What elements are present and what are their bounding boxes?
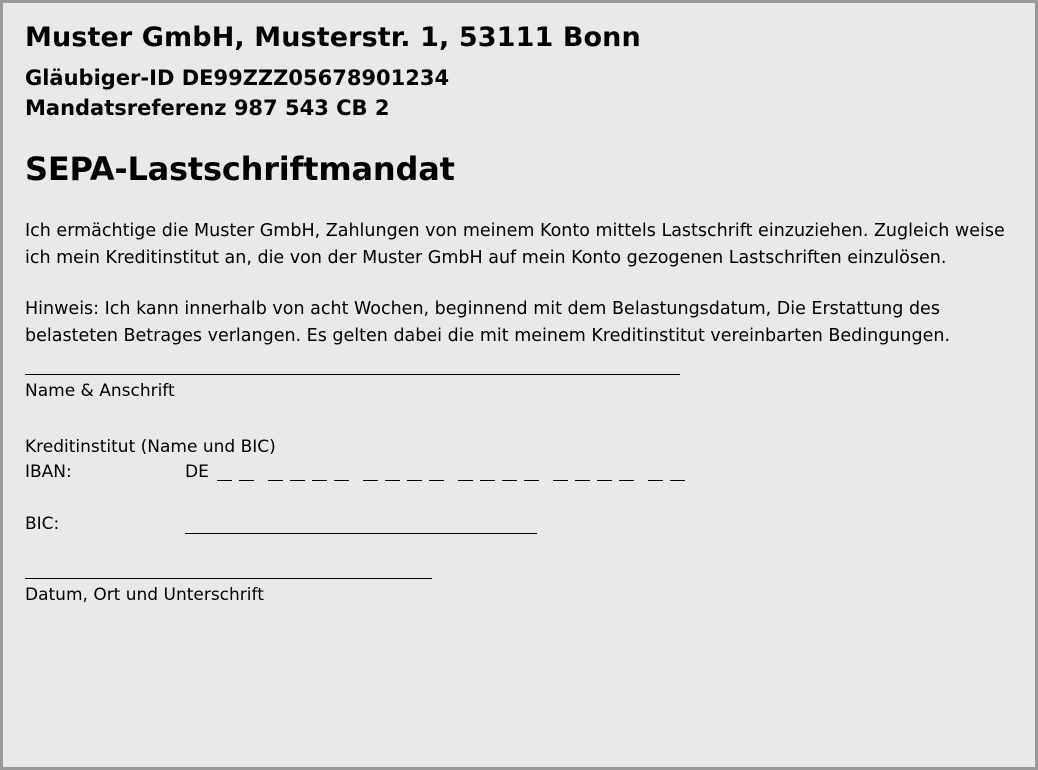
iban-field[interactable] (25, 462, 1009, 482)
iban-character-boxes[interactable] (217, 467, 685, 482)
iban-cell[interactable] (217, 467, 232, 481)
iban-group[interactable] (648, 467, 685, 481)
bic-label: BIC: (25, 514, 60, 535)
iban-label: IBAN: (25, 462, 72, 483)
iban-cell[interactable] (575, 467, 590, 481)
form-fields (25, 374, 1009, 609)
name-address-field[interactable] (25, 374, 1009, 405)
identifiers-block (25, 63, 1009, 124)
iban-cell[interactable] (239, 467, 254, 481)
iban-cell[interactable] (553, 467, 568, 481)
iban-cell[interactable] (502, 467, 517, 481)
iban-cell[interactable] (524, 467, 539, 481)
bic-field[interactable] (25, 514, 1009, 534)
company-address-line: Muster GmbH, Musterstr. 1, 53111 Bonn (25, 22, 641, 53)
iban-cell[interactable] (385, 467, 400, 481)
iban-cell[interactable] (429, 467, 444, 481)
creditor-id: Gläubiger-ID DE99ZZZ05678901234 (25, 65, 450, 90)
mandate-reference: Mandatsreferenz 987 543 CB 2 (25, 96, 390, 121)
iban-group[interactable] (363, 467, 444, 481)
iban-cell[interactable] (458, 467, 473, 481)
iban-cell[interactable] (290, 467, 305, 481)
bank-institution-label: Kreditinstitut (Name und BIC) (25, 436, 276, 457)
iban-cell[interactable] (597, 467, 612, 481)
name-address-label: Name & Anschrift (25, 381, 175, 402)
page-title: SEPA-Lastschriftmandat (25, 149, 455, 188)
authorization-paragraph: Ich ermächtige die Muster GmbH, Zahlungen von meinem Konto mittels Lastschrift einzuziehen. Zugleich weise ich mein Kreditinstitut an, die von der Muster GmbH auf mein Konto gezogenen Lastschriften einzulösen. (25, 220, 1005, 268)
signature-field[interactable] (25, 578, 1009, 609)
bic-input-line[interactable] (185, 519, 537, 534)
iban-cell[interactable] (334, 467, 349, 481)
name-address-line[interactable] (25, 374, 680, 375)
refund-notice-paragraph: Hinweis: Ich kann innerhalb von acht Wochen, beginnend mit dem Belastungsdatum, Die Erstattung des belasteten Betrages verlangen. Es gelten dabei die mit meinem Kreditinstitut vereinbarten Bedingungen. (25, 298, 951, 346)
iban-cell[interactable] (312, 467, 327, 481)
iban-cell[interactable] (480, 467, 495, 481)
iban-group[interactable] (268, 467, 349, 481)
iban-cell[interactable] (268, 467, 283, 481)
iban-cell[interactable] (648, 467, 663, 481)
iban-group[interactable] (553, 467, 634, 481)
iban-group[interactable] (217, 467, 254, 481)
iban-cell[interactable] (363, 467, 378, 481)
bank-details-block (25, 435, 1009, 535)
iban-group[interactable] (458, 467, 539, 481)
iban-cell[interactable] (670, 467, 685, 481)
signature-line[interactable] (25, 578, 432, 579)
signature-label: Datum, Ort und Unterschrift (25, 585, 264, 606)
iban-cell[interactable] (619, 467, 634, 481)
iban-cell[interactable] (407, 467, 422, 481)
iban-country-prefix: DE (185, 462, 209, 483)
